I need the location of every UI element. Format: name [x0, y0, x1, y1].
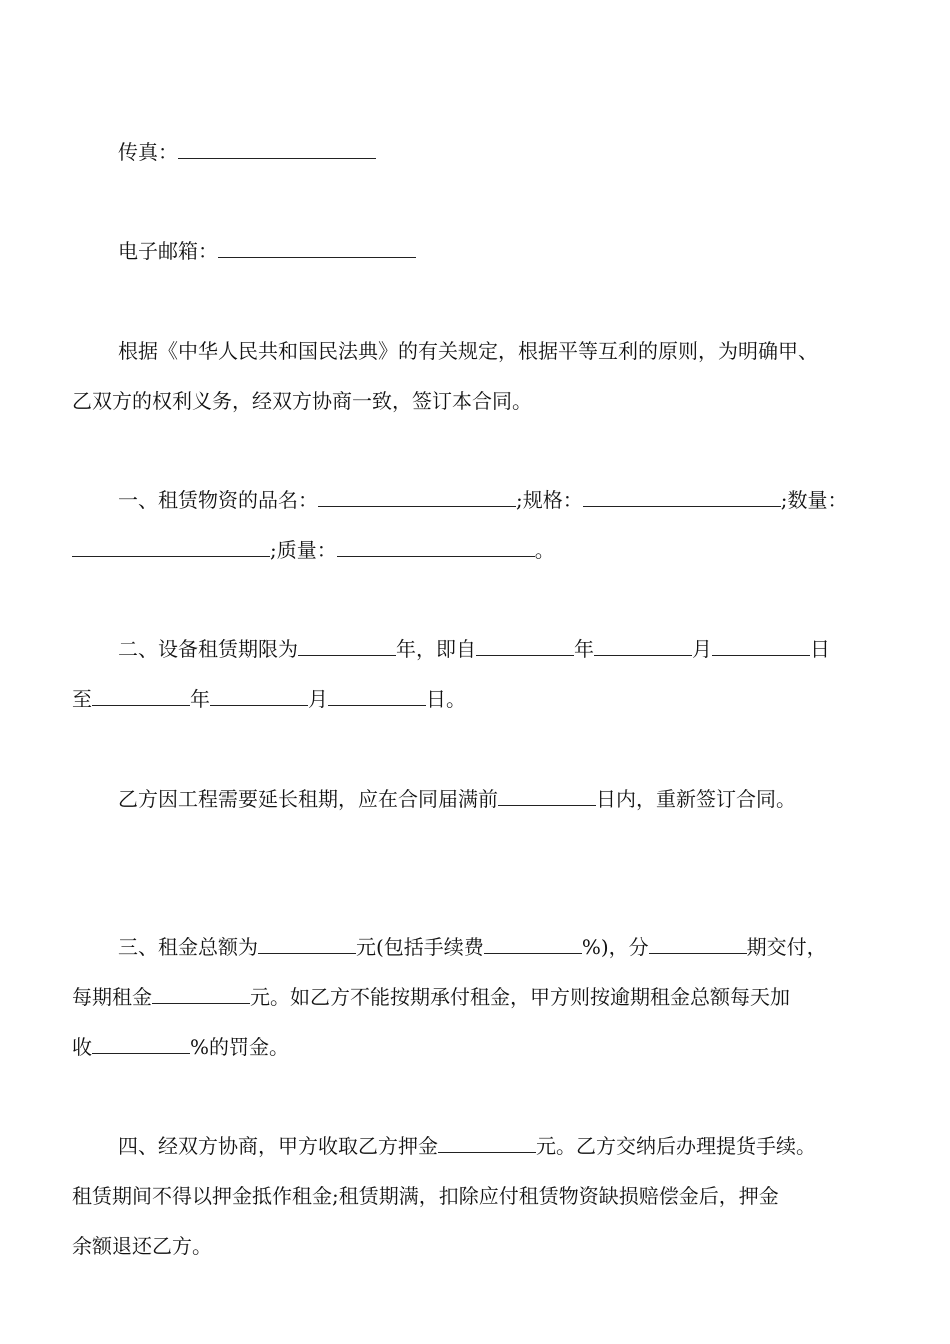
- installments-blank[interactable]: [649, 935, 747, 954]
- per-period-blank[interactable]: [152, 985, 250, 1004]
- fee-percent-blank[interactable]: [484, 935, 582, 954]
- rent-total-label: 三、租金总额为: [118, 935, 258, 959]
- email-blank[interactable]: [218, 239, 416, 258]
- clause2-line-1: [118, 636, 830, 662]
- clause4-line-2: 租赁期间不得以押金抵作租金;租赁期满，扣除应付租赁物资缺损赔偿金后，押金: [72, 1184, 779, 1208]
- lease-period-label: 二、设备租赁期限为: [118, 637, 298, 661]
- clause3-line-3: [72, 1034, 289, 1060]
- end-month-blank[interactable]: [210, 687, 308, 706]
- split-label: %)，分: [581, 935, 649, 959]
- late-payment-text: 元。如乙方不能按期承付租金，甲方则按逾期租金总额每天加: [250, 985, 790, 1009]
- to-text: 至: [72, 687, 92, 711]
- fax-line: [118, 139, 376, 165]
- end-day-text: 日。: [426, 687, 466, 711]
- deposit-blank[interactable]: [438, 1134, 536, 1153]
- clause1-line-2: [72, 537, 555, 563]
- spec-label: ;规格：: [516, 488, 583, 512]
- extension-text-before: 乙方因工程需要延长租期，应在合同届满前: [118, 787, 498, 811]
- rent-total-blank[interactable]: [258, 935, 356, 954]
- deposit-text-after: 元。乙方交纳后办理提货手续。: [536, 1134, 816, 1158]
- penalty-percent-blank[interactable]: [92, 1035, 190, 1054]
- end-day-blank[interactable]: [328, 687, 426, 706]
- year-from-text: 年，即自: [396, 637, 476, 661]
- start-year-blank[interactable]: [476, 637, 574, 656]
- clause4-line-1: [118, 1133, 816, 1159]
- extension-text-after: 日内，重新签订合同。: [596, 787, 796, 811]
- quantity-blank[interactable]: [72, 538, 270, 557]
- end-year-blank[interactable]: [92, 687, 190, 706]
- material-name-label: 一、租赁物资的品名：: [118, 488, 318, 512]
- clause3-line-2: [72, 984, 790, 1010]
- start-year-text: 年: [574, 637, 594, 661]
- intro-line-1: 根据《中华人民共和国民法典》的有关规定，根据平等互利的原则，为明确甲、: [118, 339, 818, 363]
- quantity-label: ;数量：: [780, 488, 848, 512]
- quality-label: ;质量：: [270, 538, 337, 562]
- email-label: 电子邮箱：: [118, 239, 218, 263]
- clause2-line-2: [72, 686, 466, 712]
- fax-label: 传真：: [118, 140, 178, 164]
- end-year-text: 年: [190, 687, 210, 711]
- start-month-text: 月: [692, 637, 712, 661]
- installments-label: 期交付，: [746, 935, 827, 959]
- extension-line: [118, 786, 796, 812]
- clause1-line-1: [118, 487, 848, 513]
- clause4-line-3: 余额退还乙方。: [72, 1234, 212, 1258]
- deposit-label: 四、经双方协商，甲方收取乙方押金: [118, 1134, 438, 1158]
- extension-days-blank[interactable]: [498, 787, 596, 806]
- end-month-text: 月: [308, 687, 328, 711]
- start-month-blank[interactable]: [594, 637, 692, 656]
- collect-text: 收: [72, 1035, 92, 1059]
- per-period-label: 每期租金: [72, 985, 152, 1009]
- lease-years-blank[interactable]: [298, 637, 396, 656]
- quality-blank[interactable]: [337, 538, 535, 557]
- clause1-end: 。: [534, 538, 555, 562]
- penalty-text: %的罚金。: [190, 1035, 290, 1059]
- start-day-text: 日: [810, 637, 830, 661]
- email-line: [118, 238, 416, 264]
- material-name-blank[interactable]: [318, 488, 516, 507]
- fee-label: 元(包括手续费: [356, 935, 484, 959]
- clause3-line-1: [118, 934, 827, 960]
- fax-blank[interactable]: [178, 140, 376, 159]
- start-day-blank[interactable]: [712, 637, 810, 656]
- intro-line-2: 乙双方的权利义务，经双方协商一致，签订本合同。: [72, 389, 532, 413]
- spec-blank[interactable]: [583, 488, 781, 507]
